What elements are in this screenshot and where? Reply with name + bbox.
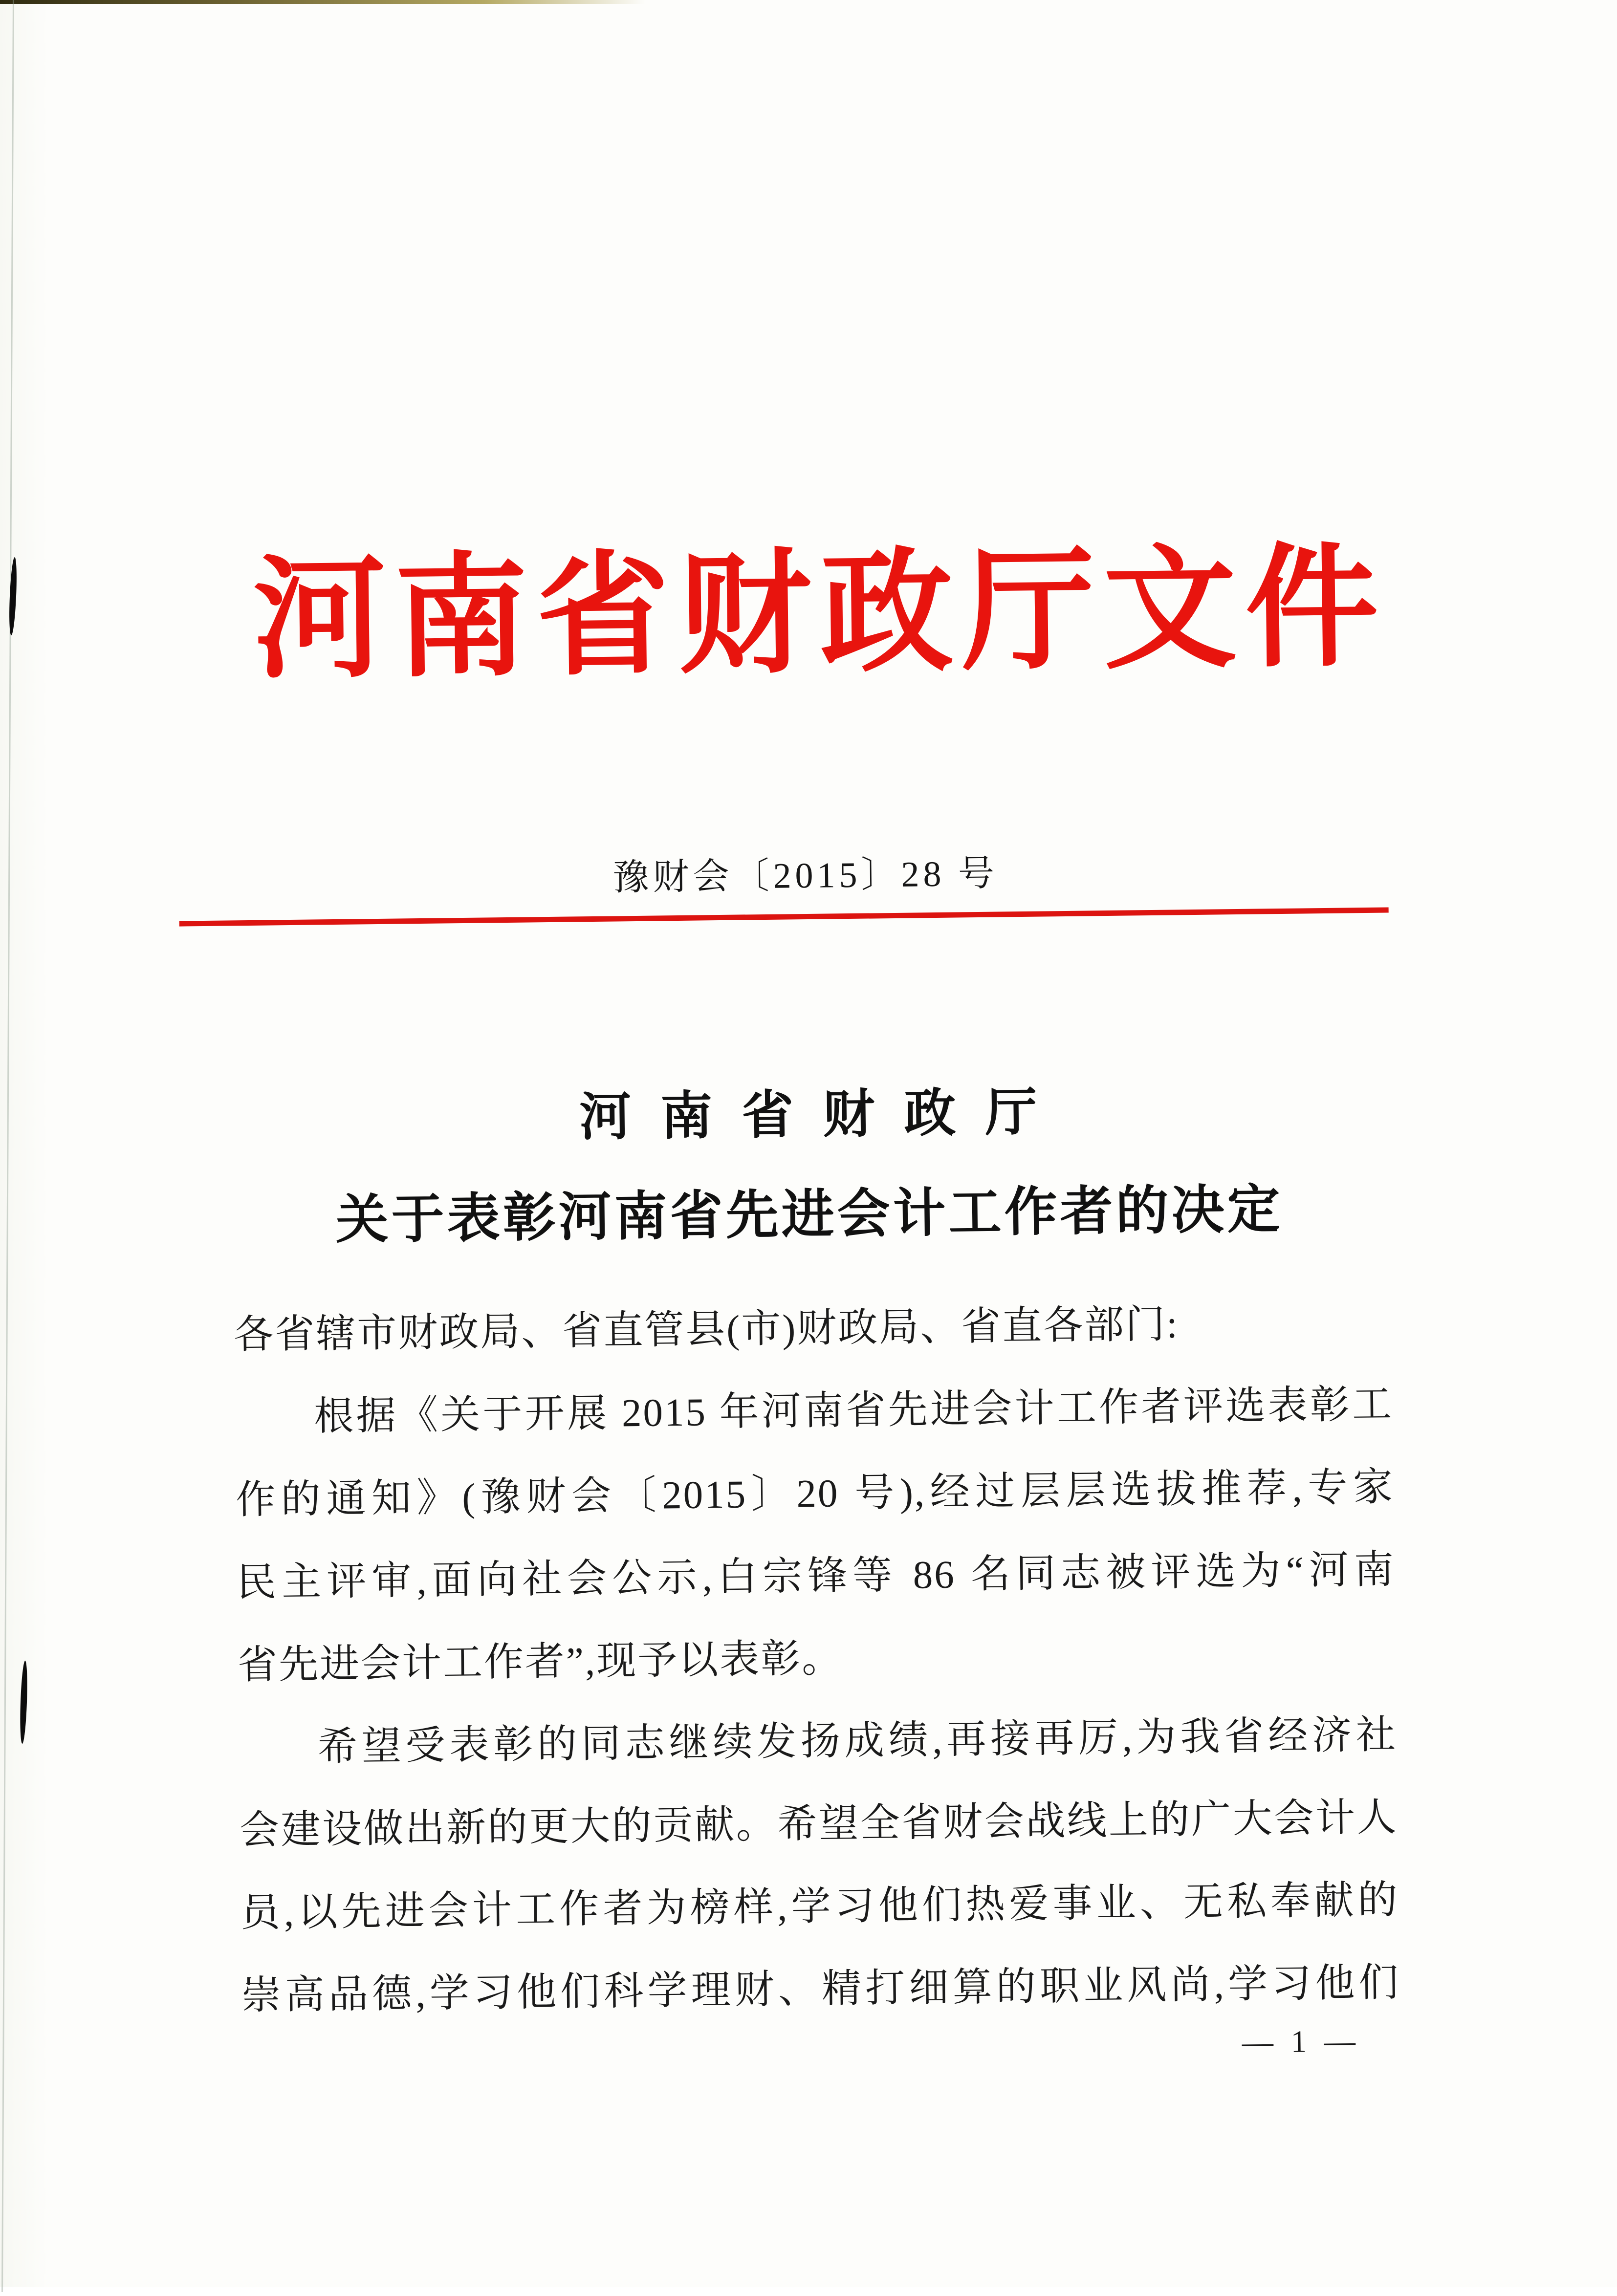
masthead-title: 河南省财政厅文件 <box>252 534 1388 694</box>
body-line: 作的通知》(豫财会〔2015〕20 号),经过层层选拔推荐,专家 <box>235 1465 1395 1522</box>
document-number: 豫财会〔2015〕28 号 <box>612 853 999 898</box>
body-line: 希望受表彰的同志继续发扬成绩,再接再厉,为我省经济社 <box>317 1712 1398 1769</box>
document-title-subject: 关于表彰河南省先进会计工作者的决定 <box>335 1181 1284 1250</box>
body-line: 省先进会计工作者”,现予以表彰。 <box>237 1636 843 1688</box>
red-divider-rule <box>179 908 1389 927</box>
document-body <box>233 1280 1400 2037</box>
body-line: 员,以先进会计工作者为榜样,学习他们热爱事业、无私奉献的 <box>240 1878 1399 1935</box>
salutation-line: 各省辖市财政局、省直管县(市)财政局、省直各部门: <box>233 1302 1180 1357</box>
body-line: 崇高品德,学习他们科学理财、精打细算的职业风尚,学习他们 <box>241 1960 1400 2018</box>
body-line: 会建设做出新的更大的贡献。希望全省财会战线上的广大会计人 <box>239 1795 1398 1853</box>
body-line: 民主评审,面向社会公示,白宗锋等 86 名同志被评选为“河南 <box>236 1547 1396 1605</box>
body-line: 根据《关于开展 2015 年河南省先进会计工作者评选表彰工 <box>313 1382 1394 1439</box>
page-number: — 1 — <box>1242 2023 1361 2060</box>
document-title-issuer: 河南省财政厅 <box>579 1083 1067 1147</box>
